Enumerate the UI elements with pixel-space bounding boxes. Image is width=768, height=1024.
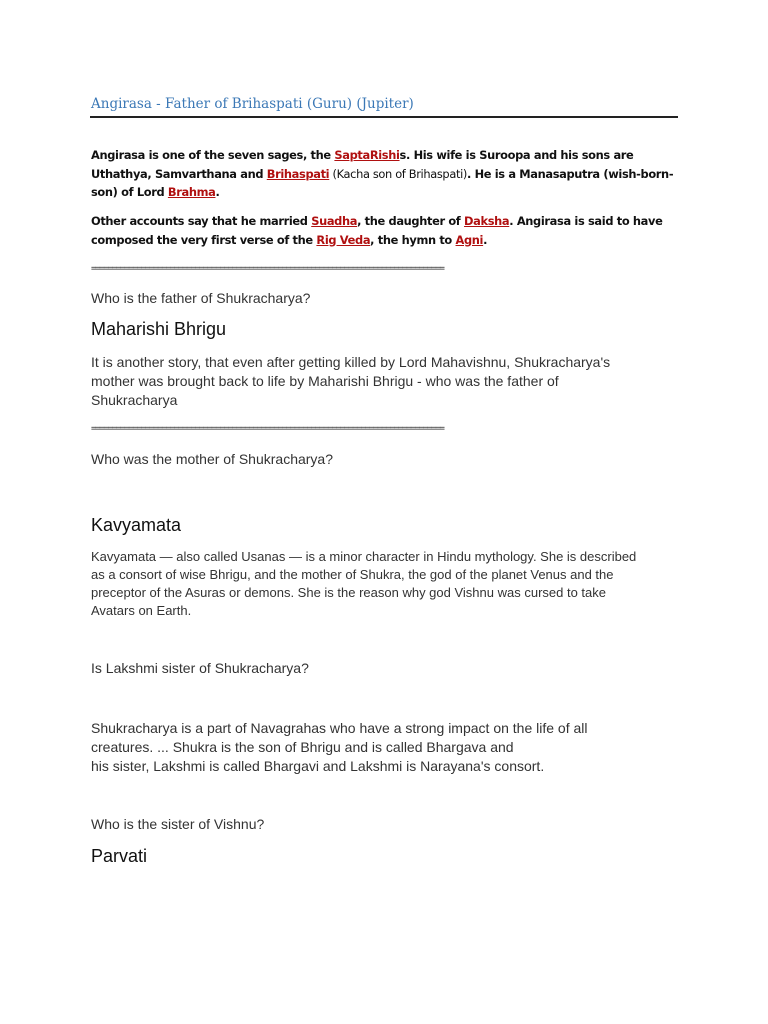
text-line: preceptor of the Asuras or demons. She is the reason why god Vishnu was cursed to take [91,585,606,600]
angirasa-paragraph-1 [91,146,681,202]
page-title: Angirasa - Father of Brihaspati (Guru) (Jupiter) [91,96,414,112]
text-line: Kavyamata — also called Usanas — is a minor character in Hindu mythology. She is described [91,549,637,564]
paragraph-text: Other accounts say that he married [91,214,312,228]
link-brihaspati[interactable]: Brihaspati [266,166,330,181]
paragraph-text: , the daughter of [357,214,465,228]
paragraph-text: s. His wife is Suroopa and his sons are Uthathya, Samvarthana and [91,148,634,181]
text-line: mother was brought back to life by Maharishi Bhrigu - who was the father of [91,373,559,389]
answer-text-lakshmi [91,719,681,776]
text-line: Shukracharya [91,392,178,408]
question-lakshmi: Is Lakshmi sister of Shukracharya? [91,660,309,676]
text-line: as a consort of wise Bhrigu, and the mother of Shukra, the god of the planet Venus and the [91,567,614,582]
paragraph-text: . He is a Manasaputra (wish-born-son) of Lord [91,166,674,199]
text-line: his sister, Lakshmi is called Bhargavi and Lakshmi is Narayana's consort. [91,758,545,774]
paragraph-text: (Kacha son of Brihaspati) [329,166,467,181]
link-daksha[interactable]: Daksha [464,214,510,228]
text-line: Avatars on Earth. [91,603,192,618]
answer-heading-parvati: Parvati [91,846,148,866]
answer-heading-kavyamata: Kavyamata [91,515,182,535]
link-suadha[interactable]: Suadha [311,214,358,228]
separator-line: ===================================================================================== [91,424,444,434]
question-vishnu-sister: Who is the sister of Vishnu? [91,816,265,832]
question-mother: Who was the mother of Shukracharya? [91,451,334,467]
text-line: Shukracharya is a part of Navagrahas who have a strong impact on the life of all [91,720,588,736]
paragraph-text: , the hymn to [370,232,456,247]
link-rig-veda[interactable]: Rig Veda [316,232,371,247]
answer-text-kavyamata [91,548,681,620]
paragraph-text: . Angirasa is said to have composed the very first verse of the [91,214,663,247]
text-line: creatures. ... Shukra is the son of Bhrigu and is called Bhargava and [91,739,514,755]
answer-text-bhrigu [91,353,681,410]
question-father: Who is the father of Shukracharya? [91,290,311,306]
separator-line: ===================================================================================== [91,264,444,274]
paragraph-text: . [483,232,488,247]
paragraph-text: . [215,185,220,199]
link-saptarishi[interactable]: SaptaRishi [334,148,400,162]
answer-heading-bhrigu: Maharishi Bhrigu [91,319,227,339]
title-underline [90,116,678,118]
paragraph-text: Angirasa is one of the seven sages, the [91,148,335,162]
angirasa-paragraph-2 [91,212,681,249]
link-agni[interactable]: Agni [455,232,484,247]
text-line: It is another story, that even after getting killed by Lord Mahavishnu, Shukracharya's [91,354,611,370]
link-brahma[interactable]: Brahma [167,185,216,199]
